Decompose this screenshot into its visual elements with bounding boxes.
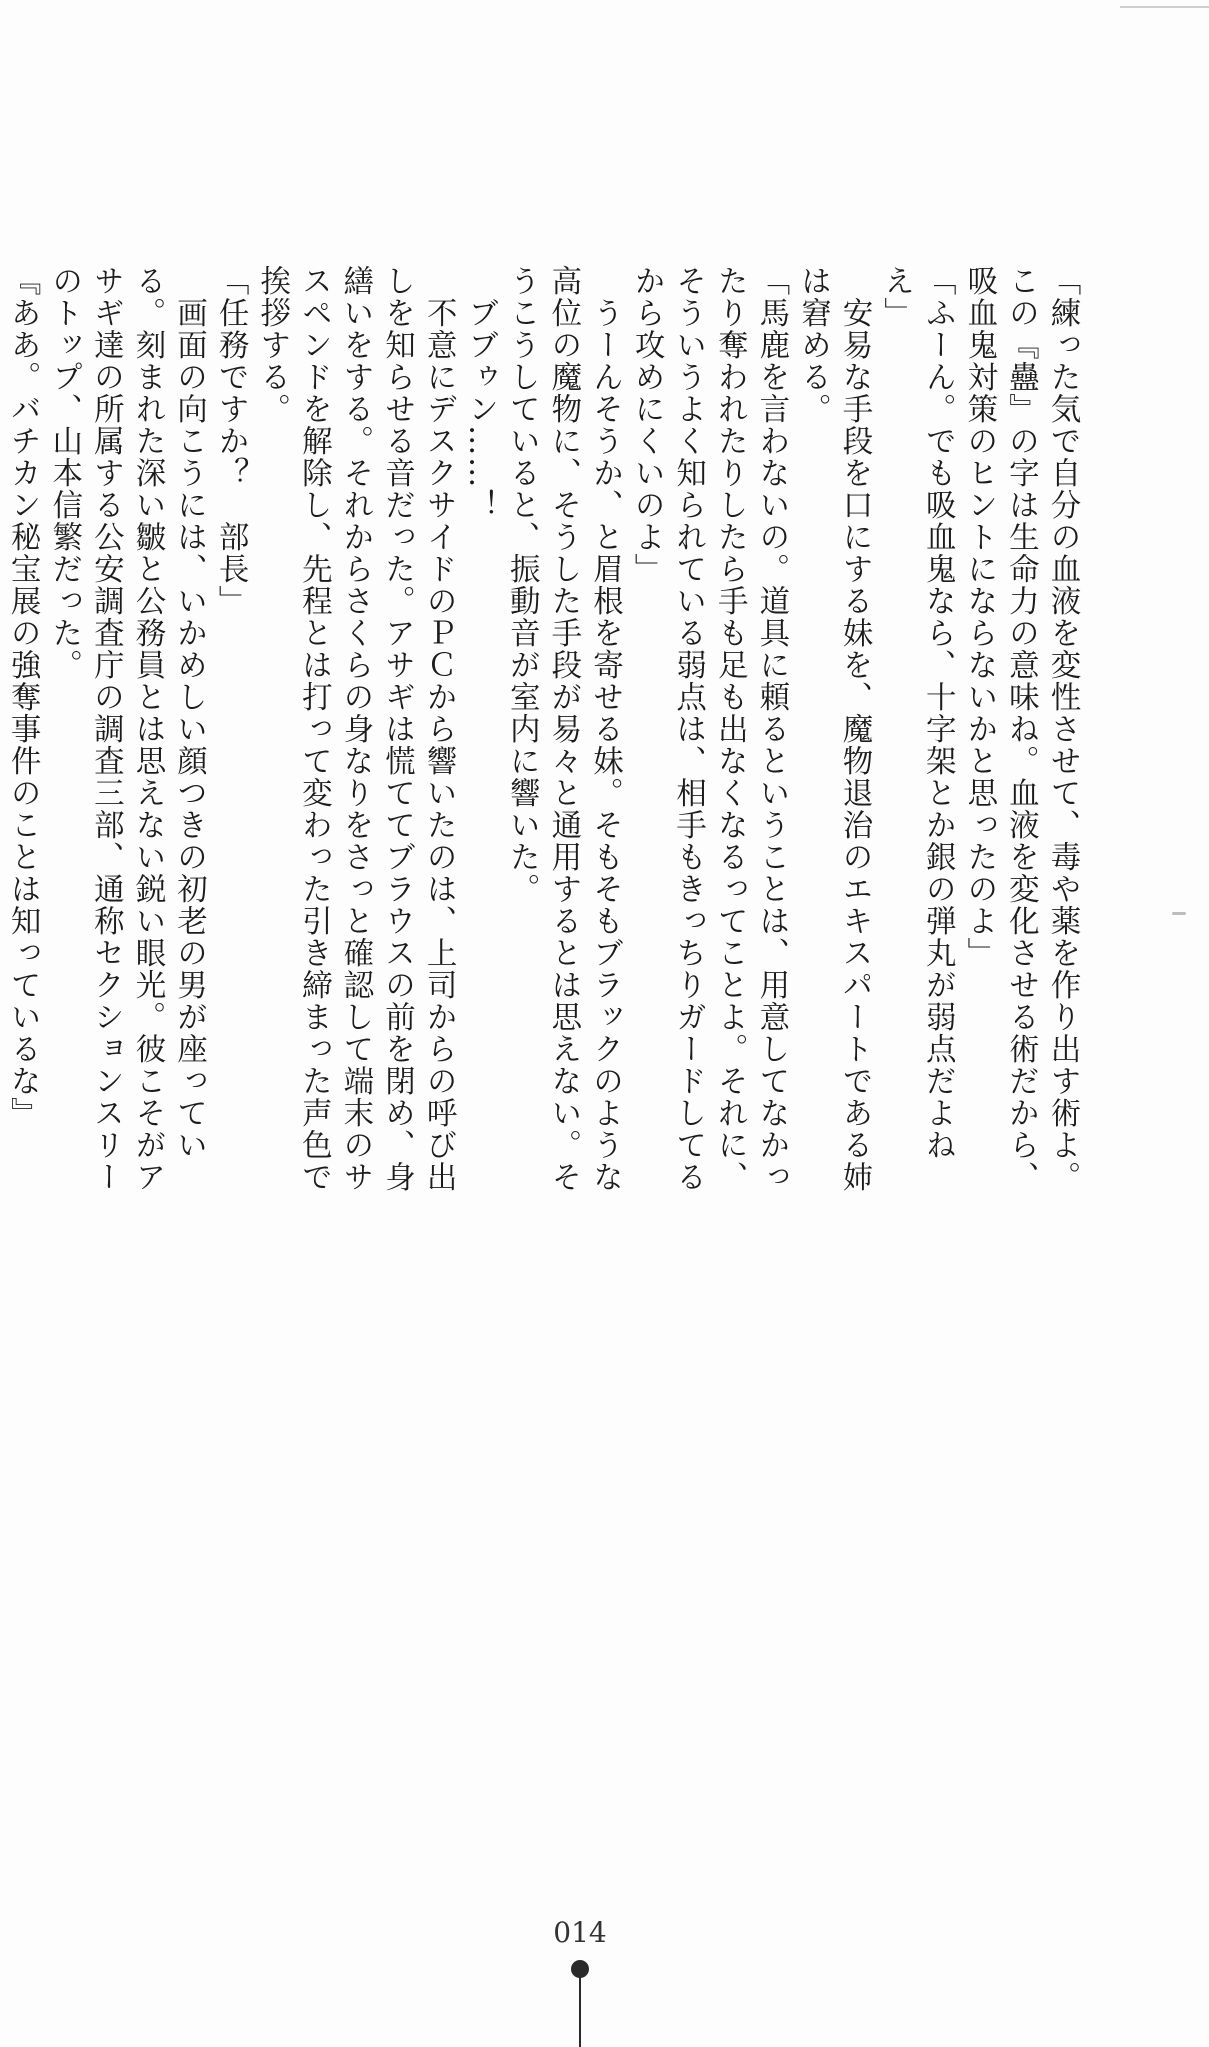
paragraph: 「任務ですか？ 部長」 [213,265,249,617]
paragraph: 「ふーん。でも吸血鬼なら、十字架とか銀の弾丸が弱点だよねえ」 [878,265,956,1161]
scan-edge-mark [1120,6,1209,8]
paragraph: うーんそうか、と眉根を寄せる妹。そもそもブラックのような高位の魔物に、そうした手段が易々と通用するとは思えない。そうこうしていると、振動音が室内に響いた。 [504,265,623,1193]
paragraph: 安易な手段を口にする妹を、魔物退治のエキスパートである姉は窘める。 [795,265,873,1193]
paragraph: 「馬鹿を言わないの。道具に頼るということは、用意してなかったり奪われたりしたら手も足も出なくなるってことよ。それに、そういうよく知られている弱点は、相手もきっちりガードしてるから攻めにくいのよ」 [629,265,789,1193]
paragraph: ブブゥン……！ [462,265,498,521]
scan-speck [1172,912,1186,915]
paragraph: 画面の向こうには、いかめしい顔つきの初老の男が座っている。刻まれた深い皺と公務員とは思えない鋭い眼光。彼こそがアサギ達の所属する公安調査庁の調査三部、通称セクションスリーのトップ、山本信繁だった。 [46,265,207,1193]
paragraph: 不意にデスクサイドのＰＣから響いたのは、上司からの呼び出しを知らせる音だった。アサギは慌ててブラウスの前を閉め、身繕いをする。それからさくらの身なりをさっと確認して端末のサスペンドを解除し、先程とは打って変わった引き締まった声色で挨拶する。 [254,265,457,1193]
folio-stem-ornament [579,1976,581,2047]
page-number: 014 [553,1916,607,1949]
vertical-text-body [5,265,1083,1195]
paragraph: 『ああ。バチカン秘宝展の強奪事件のことは知っているな』 [5,265,41,1129]
paragraph: 「練った気で自分の血液を変性させて、毒や薬を作り出す術よ。この『蠱』の字は生命力の意味ね。血液を変化させる術だから、吸血鬼対策のヒントにならないかと思ったのよ」 [961,265,1080,1193]
